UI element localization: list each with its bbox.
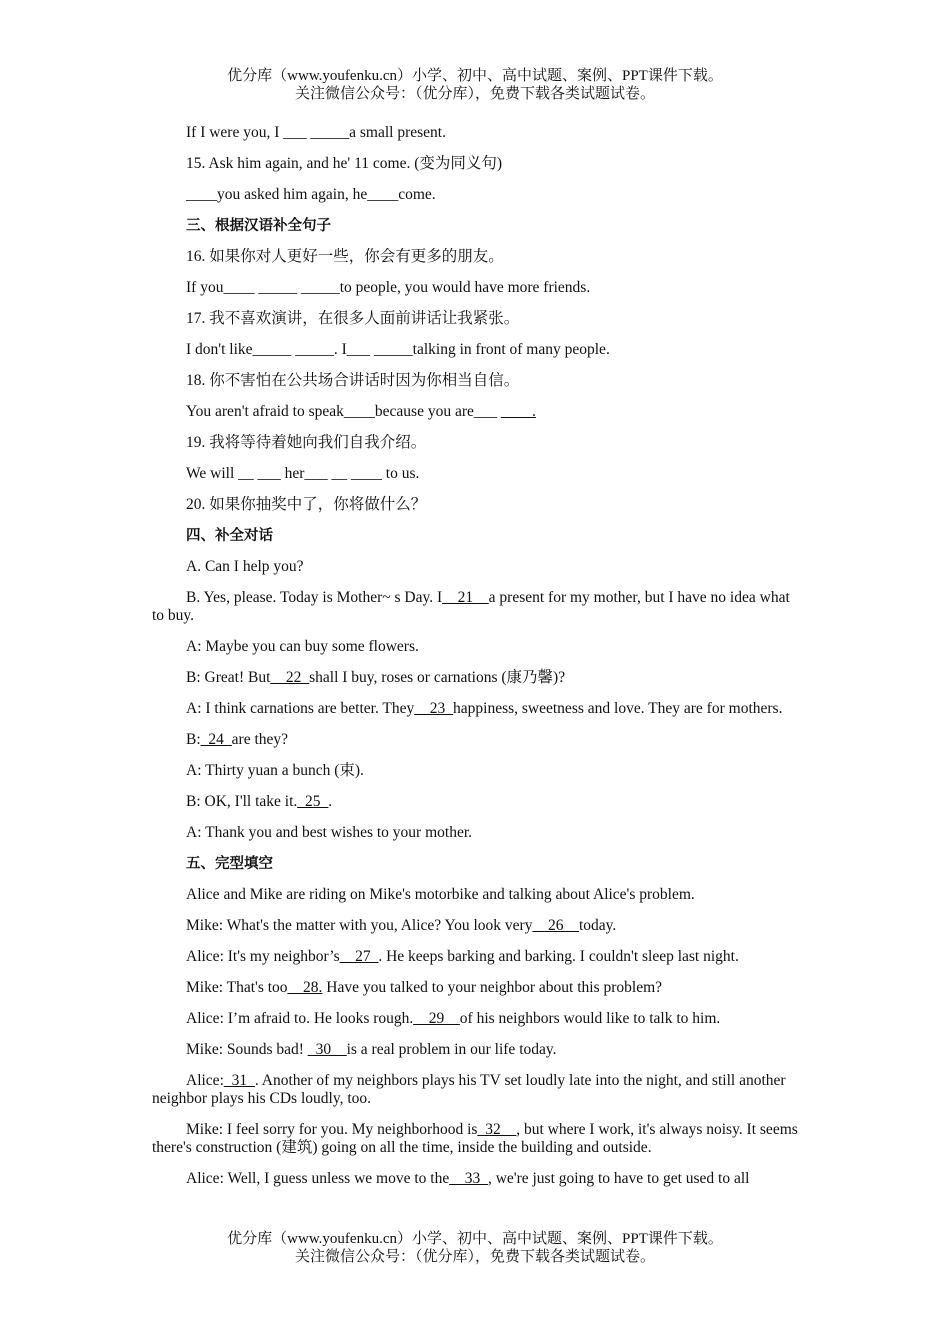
text: . He keeps barking and barking. I couldn't sleep last night. xyxy=(378,948,739,965)
blank-21: __21__ xyxy=(442,589,489,606)
blank: ____. xyxy=(501,403,536,420)
blank-30: _30__ xyxy=(307,1041,347,1058)
footer-line-2: 关注微信公众号：（优分库），免费下载各类试题试卷。 xyxy=(294,1249,655,1265)
page-footer xyxy=(0,1230,950,1266)
text: Alice: xyxy=(186,1072,224,1089)
text: Alice: It's my neighbor’s xyxy=(186,948,340,965)
text: B: Great! But xyxy=(186,669,271,686)
dialogue-line xyxy=(152,669,800,687)
dialogue-line: A: Thirty yuan a bunch (束). xyxy=(186,762,364,779)
text: A: I think carnations are better. They xyxy=(186,700,415,717)
cloze-line xyxy=(152,1041,800,1059)
document-body xyxy=(152,124,800,1201)
cloze-line xyxy=(152,948,800,966)
cloze-line xyxy=(152,1170,800,1188)
blank-25: _25_ xyxy=(297,793,329,810)
answer-19: We will __ ___ her___ __ ____ to us. xyxy=(186,465,420,482)
blank-24: _24_ xyxy=(200,731,232,748)
section-3-heading: 三、根据汉语补全句子 xyxy=(186,218,331,234)
text: today. xyxy=(578,917,617,934)
header-line-2: 关注微信公众号：（优分库），免费下载各类试题试卷。 xyxy=(294,86,655,102)
line: ____you asked him again, he____come. xyxy=(186,186,436,203)
dialogue-line: A: Thank you and best wishes to your mother. xyxy=(186,824,473,841)
text: a present for my mother, but I have no idea what to buy. xyxy=(152,589,790,624)
question-20: 20. 如果你抽奖中了，你将做什么？ xyxy=(186,496,427,513)
header-line-1: 优分库（www.youfenku.cn）小学、初中、高中试题、案例、PPT课件下载。 xyxy=(227,68,723,84)
dialogue-line xyxy=(152,700,800,718)
dialogue-line xyxy=(152,731,800,749)
answer-16: If you____ _____ _____to people, you would have more friends. xyxy=(186,279,591,296)
text: , but where I work, it's always noisy. It seems there's construction (建筑) going on all the time, inside the building and outside. xyxy=(152,1121,798,1156)
text: . xyxy=(328,793,333,810)
text: is a real problem in our life today. xyxy=(346,1041,557,1058)
text: Alice: I’m afraid to. He looks rough. xyxy=(186,1010,414,1027)
text: . Another of my neighbors plays his TV set loudly late into the night, and still another neighbor plays his CDs loudly, too. xyxy=(152,1072,786,1107)
blank-28: __28. xyxy=(287,979,323,996)
line: If I were you, I ___ _____a small present. xyxy=(186,124,446,141)
text: Mike: That's too xyxy=(186,979,288,996)
blank-32: _32__ xyxy=(477,1121,517,1138)
text: Mike: Sounds bad! xyxy=(186,1041,308,1058)
text: , we're just going to have to get used to all xyxy=(487,1170,750,1187)
cloze-line xyxy=(152,1072,800,1108)
answer-18-text: You aren't afraid to speak____because you are___ xyxy=(186,403,501,420)
text: Mike: What's the matter with you, Alice? You look very xyxy=(186,917,533,934)
blank-22: __22_ xyxy=(270,669,310,686)
footer-line-1: 优分库（www.youfenku.cn）小学、初中、高中试题、案例、PPT课件下载。 xyxy=(227,1231,723,1247)
question-19: 19. 我将等待着她向我们自我介绍。 xyxy=(186,434,427,451)
dialogue-line: A. Can I help you? xyxy=(186,558,304,575)
text: happiness, sweetness and love. They are for mothers. xyxy=(453,700,783,717)
question-16: 16. 如果你对人更好一些，你会有更多的朋友。 xyxy=(186,248,504,265)
blank-23: __23_ xyxy=(414,700,454,717)
dialogue-line xyxy=(152,793,800,811)
section-5-heading: 五、完型填空 xyxy=(186,856,273,872)
blank-31: _31_ xyxy=(223,1072,255,1089)
text: B: OK, I'll take it. xyxy=(186,793,298,810)
question-18: 18. 你不害怕在公共场合讲话时因为你相当自信。 xyxy=(186,372,520,389)
blank-29: __29__ xyxy=(413,1010,460,1027)
question-17: 17. 我不喜欢演讲，在很多人面前讲话让我紧张。 xyxy=(186,310,520,327)
section-4-heading: 四、补全对话 xyxy=(186,528,273,544)
blank-26: __26__ xyxy=(532,917,579,934)
blank-27: __27_ xyxy=(339,948,379,965)
cloze-line xyxy=(152,979,800,997)
text: B. Yes, please. Today is Mother~ s Day. I xyxy=(186,589,443,606)
question-15: 15. Ask him again, and he' 11 come. (变为同义句) xyxy=(186,155,503,172)
cloze-line xyxy=(152,917,800,935)
text: Mike: I feel sorry for you. My neighborhood is xyxy=(186,1121,478,1138)
answer-17: I don't like_____ _____. I___ _____talking in front of many people. xyxy=(186,341,610,358)
text: are they? xyxy=(231,731,289,748)
text: shall I buy, roses or carnations (康乃馨)? xyxy=(309,669,566,686)
cloze-line: Alice and Mike are riding on Mike's motorbike and talking about Alice's problem. xyxy=(186,886,695,903)
blank-33: __33_ xyxy=(449,1170,488,1187)
cloze-line xyxy=(152,1010,800,1028)
answer-18 xyxy=(152,403,800,421)
cloze-line xyxy=(152,1121,800,1157)
text: Alice: Well, I guess unless we move to the xyxy=(186,1170,450,1187)
text: Have you talked to your neighbor about this problem? xyxy=(322,979,663,996)
text: B: xyxy=(186,731,201,748)
dialogue-line xyxy=(152,589,800,625)
page-header xyxy=(0,67,950,103)
dialogue-line: A: Maybe you can buy some flowers. xyxy=(186,638,419,655)
text: of his neighbors would like to talk to him. xyxy=(459,1010,721,1027)
